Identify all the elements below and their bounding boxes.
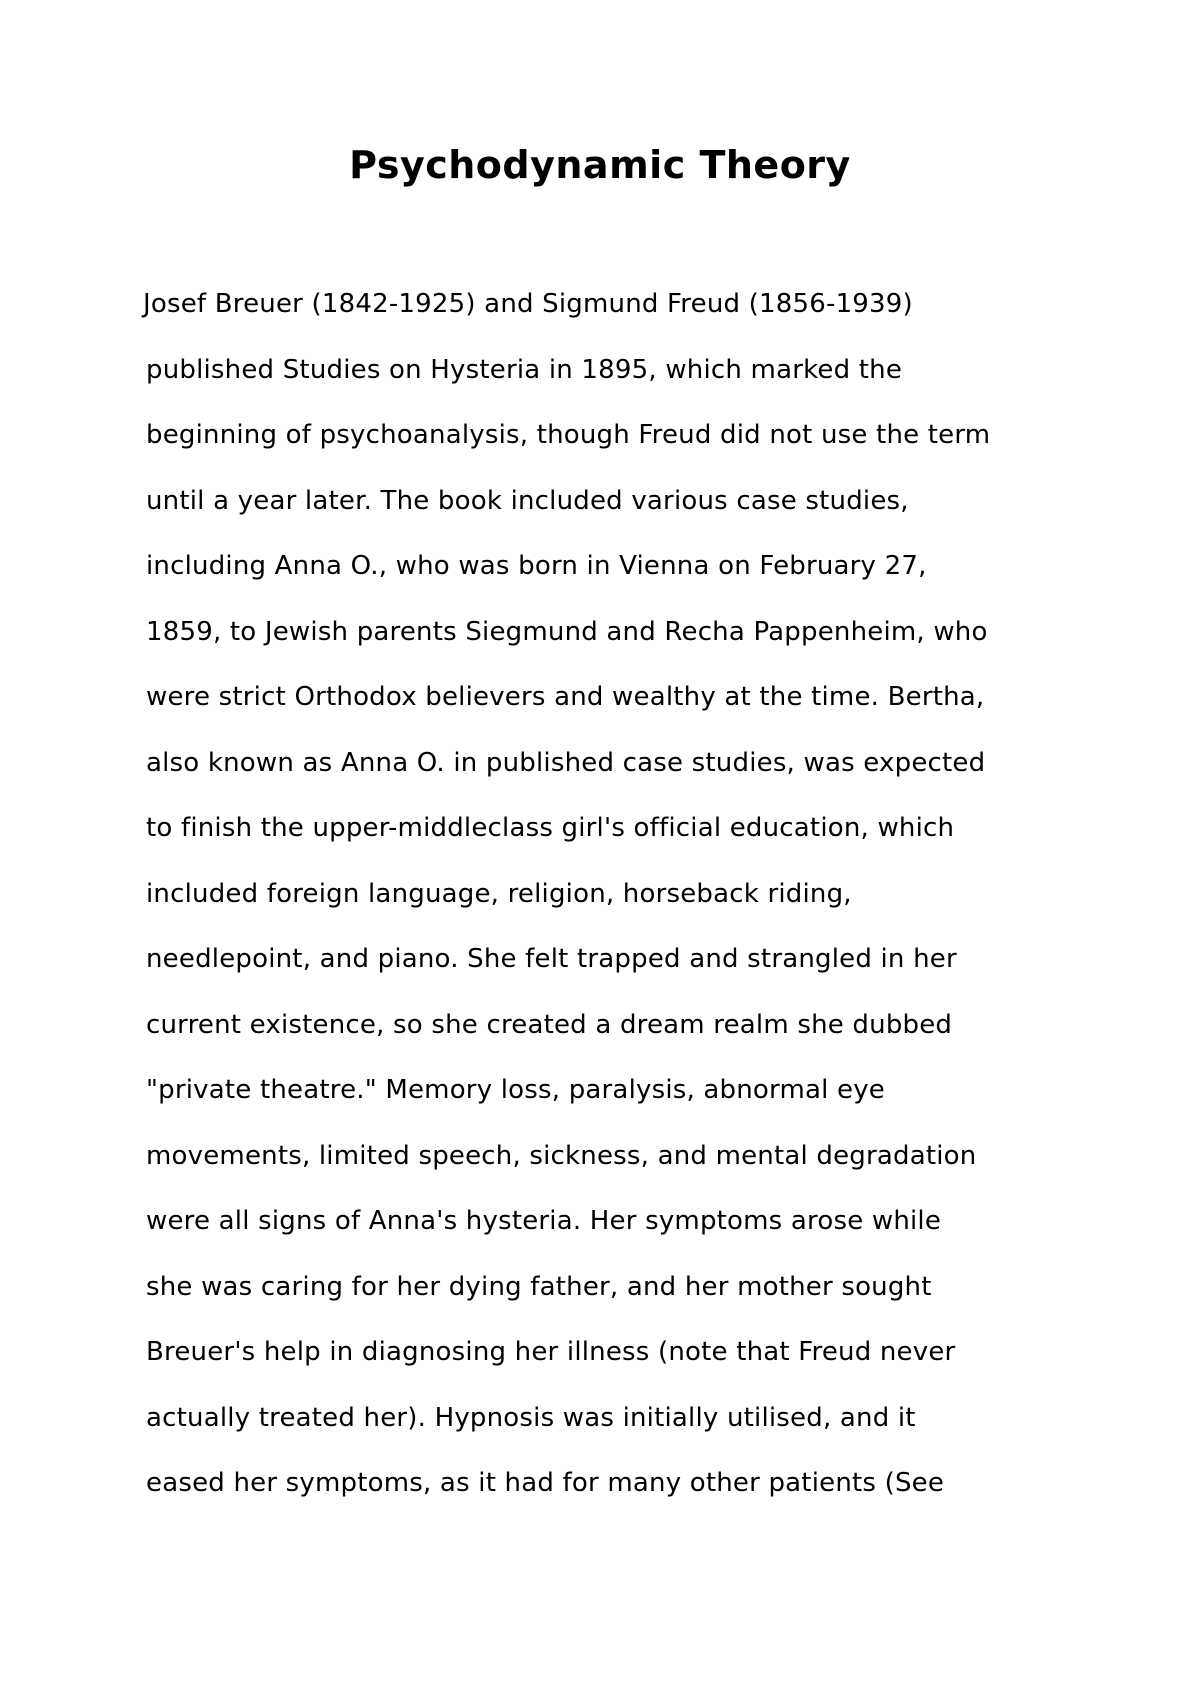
text-line: "private theatre." Memory loss, paralysis, abnormal eye <box>146 1075 885 1105</box>
text-line: were strict Orthodox believers and wealthy at the time. Bertha, <box>146 682 985 712</box>
text-line: Breuer's help in diagnosing her illness (note that Freud never <box>146 1337 956 1367</box>
text-line: current existence, so she created a dream realm she dubbed <box>146 1010 953 1040</box>
text-line: beginning of psychoanalysis, though Freud did not use the term <box>146 420 991 450</box>
text-line: included foreign language, religion, horseback riding, <box>146 879 852 909</box>
text-line: published Studies on Hysteria in 1895, which marked the <box>146 355 903 385</box>
text-line: to finish the upper-middleclass girl's official education, which <box>146 813 955 843</box>
text-line: she was caring for her dying father, and her mother sought <box>146 1272 932 1302</box>
text-line: eased her symptoms, as it had for many other patients (See <box>146 1468 945 1498</box>
text-line: needlepoint, and piano. She felt trapped and strangled in her <box>146 944 957 974</box>
text-line: including Anna O., who was born in Vienna on February 27, <box>146 551 927 581</box>
text-line: actually treated her). Hypnosis was initially utilised, and it <box>146 1403 916 1433</box>
text-line: were all signs of Anna's hysteria. Her symptoms arose while <box>146 1206 942 1236</box>
text-line: movements, limited speech, sickness, and mental degradation <box>146 1141 977 1171</box>
document-title: Psychodynamic Theory <box>349 143 851 187</box>
text-line: also known as Anna O. in published case studies, was expected <box>146 748 986 778</box>
text-line: 1859, to Jewish parents Siegmund and Recha Pappenheim, who <box>146 617 988 647</box>
text-line: Josef Breuer (1842-1925) and Sigmund Freud (1856-1939) <box>143 289 913 319</box>
text-line: until a year later. The book included various case studies, <box>146 486 909 516</box>
